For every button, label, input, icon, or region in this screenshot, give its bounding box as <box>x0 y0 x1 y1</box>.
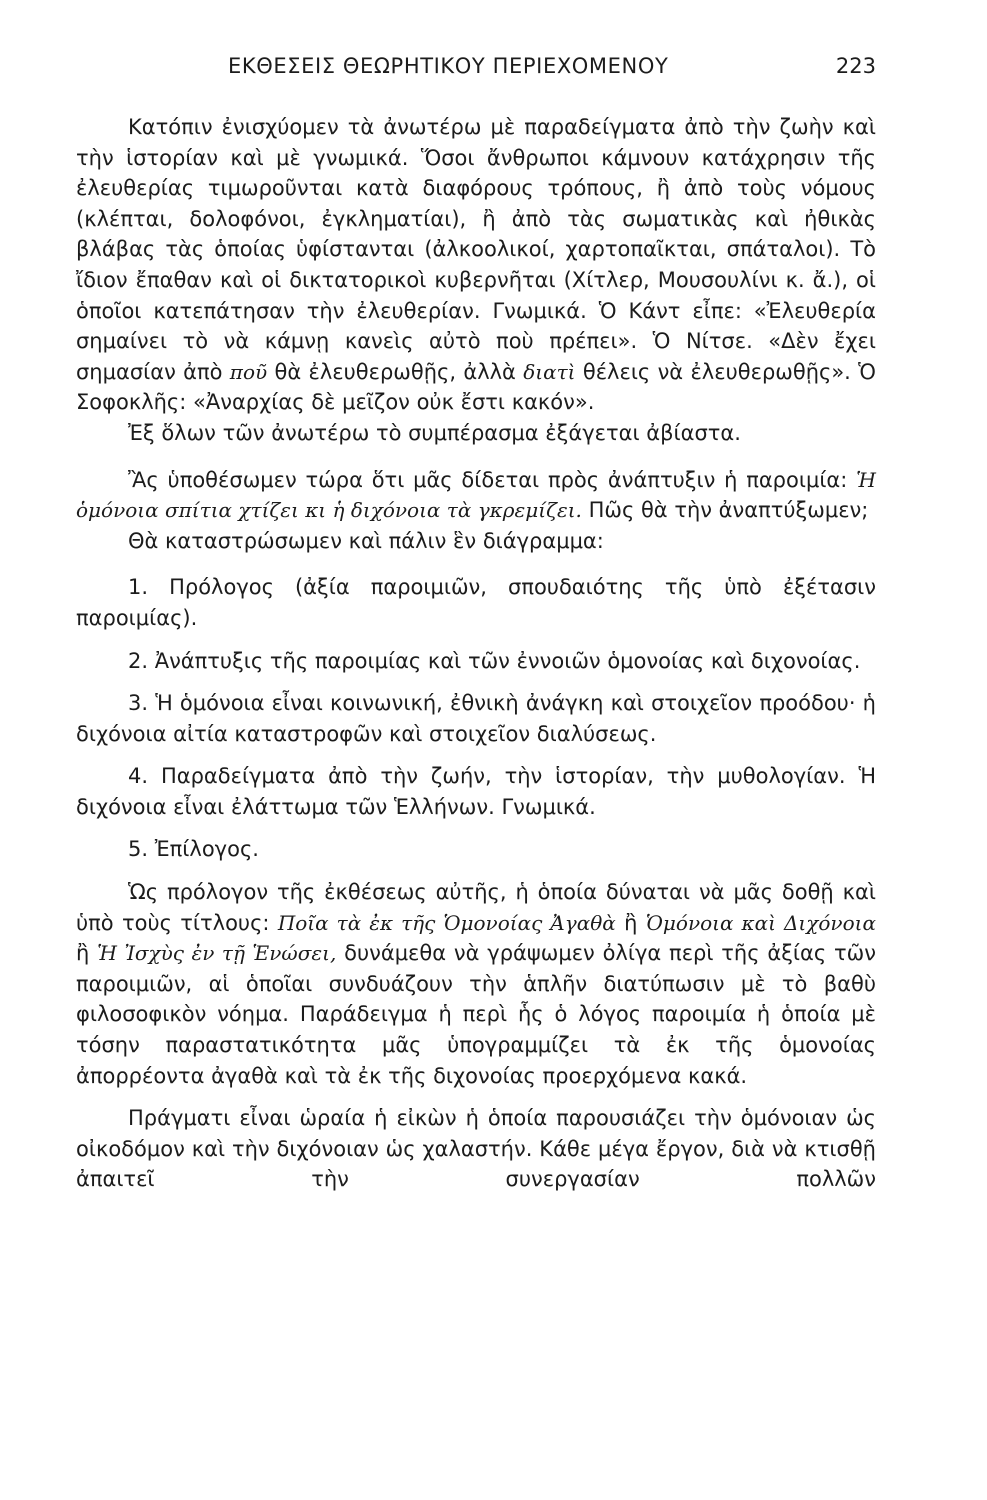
paragraph-examples-end: θέλεις νὰ ἐλευθερωθῇς». Ὁ Σοφοκλῆς: «Ἀναρχίας δὲ μεῖζον οὐκ ἔστι κακόν». <box>76 359 876 415</box>
italic-pou: ποῦ <box>229 359 268 384</box>
or-word-1: ἢ <box>624 910 638 935</box>
paragraph-prologue <box>76 877 876 1091</box>
paragraph-prologue-after: δυνάμεθα νὰ γράψωμεν ὀλίγα περὶ τῆς ἀξίας τῶν παροιμιῶν, αἱ ὁποῖαι συνδυάζουν τὴν ἁπλῆν διατύπωσιν μὲ τὸ βαθὺ φιλοσοφικὸν νόημα. Παράδειγμα ἡ περὶ ἧς ὁ λόγος παροιμία ἡ ὁποία μὲ τόσην παραστατικότητα μᾶς ὑπογραμμίζει τὰ ἐκ τῆς ὁμονοίας ἀπορρέοντα ἀγαθὰ καὶ τὰ ἐκ τῆς διχονοίας προερχόμενα κακά. <box>76 941 876 1088</box>
title-option-2: Ὁμόνοια καὶ Διχόνοια <box>645 910 876 935</box>
page-number: 223 <box>835 54 876 78</box>
outline-item-3: 3. Ἡ ὁμόνοια εἶναι κοινωνική, ἐθνικὴ ἀνάγκη καὶ στοιχεῖον προόδου· ἡ διχόνοια αἰτία καταστροφῶν καὶ στοιχεῖον διαλύσεως. <box>76 691 876 746</box>
running-header <box>76 54 876 86</box>
paragraph-image: Πράγματι εἶναι ὡραία ἡ εἰκὼν ἡ ὁποία παρουσιάζει τὴν ὁμόνοιαν ὡς οἰκοδόμον καὶ τὴν διχόνοιαν ὡς χαλαστήν. Κάθε μέγα ἔργον, διὰ νὰ κτισθῇ ἀπαιτεῖ τὴν συνεργασίαν πολλῶν <box>76 1106 876 1192</box>
outline-item-4: 4. Παραδείγματα ἀπὸ τὴν ζωήν, τὴν ἱστορίαν, τὴν μυθολογίαν. Ἡ διχόνοια εἶναι ἐλάττωμα τῶν Ἑλλήνων. Γνωμικά. <box>76 764 876 819</box>
title-option-1: Ποῖα τὰ ἐκ τῆς Ὁμονοίας Ἀγαθὰ <box>277 910 616 935</box>
paragraph-examples-mid: θὰ ἐλευθερωθῇς, ἀλλὰ <box>274 359 516 384</box>
paragraph-conclusion: Ἐξ ὅλων τῶν ἀνωτέρω τὸ συμπέρασμα ἐξάγεται ἀβίαστα. <box>128 420 741 445</box>
paragraph-prologue-before: Ὡς πρόλογον τῆς ἐκθέσεως αὐτῆς, ἡ ὁποία δύναται νὰ μᾶς δοθῇ καὶ ὑπὸ τοὺς τίτλους: <box>76 880 876 935</box>
outline-item-1: 1. Πρόλογος (ἀξία παροιμιῶν, σπουδαιότης τῆς ὑπὸ ἐξέτασιν παροιμίας). <box>76 575 876 630</box>
paragraph-examples-text: Κατόπιν ἐνισχύομεν τὰ ἀνωτέρω μὲ παραδείγματα ἀπὸ τὴν ζωὴν καὶ τὴν ἱστορίαν καὶ μὲ γνωμικά. Ὅσοι ἄνθρωποι κάμνουν κατάχρησιν τῆς ἐλευθερίας τιμωροῦνται κατὰ διαφόρους τρόπους, ἢ ἀπὸ τοὺς νόμους (κλέπται, δολοφόνοι, ἐγκληματίαι), ἢ ἀπὸ τὰς σωματικὰς καὶ ἠθικὰς βλάβας τὰς ὁποίας ὑφίστανται (ἀλκοολικοί, χαρτοπαῖκται, σπάταλοι). Τὸ ἴδιον ἔπαθαν καὶ οἱ δικτατορικοὶ κυβερνῆται (Χίτλερ, Μουσουλίνι κ. ἄ.), οἱ ὁποῖοι κατεπάτησαν τὴν ἐλευθερίαν. Γνωμικά. Ὁ Κάντ εἶπε: «Ἐλευθερία σημαίνει τὸ νὰ κάμνῃ κανεὶς αὐτὸ ποὺ πρέπει». Ὁ Νίτσε. «Δὲν ἔχει σημασίαν ἀπὸ <box>76 115 876 384</box>
title-option-3: Ἡ Ἰσχὺς ἐν τῇ Ἑνώσει, <box>97 941 337 966</box>
paragraph-proverb-before: Ἂς ὑποθέσωμεν τώρα ὅτι μᾶς δίδεται πρὸς ἀνάπτυξιν ἡ παροιμία: <box>128 467 848 492</box>
outline-item-2: 2. Ἀνάπτυξις τῆς παροιμίας καὶ τῶν ἐννοιῶν ὁμονοίας καὶ διχονοίας. <box>128 648 861 673</box>
paragraph-proverb <box>76 465 876 526</box>
paragraph-examples <box>76 112 876 418</box>
page-body <box>76 112 876 1195</box>
proverb-quote: Ἡ ὁμόνοια σπίτια χτίζει κι ἡ διχόνοια τὰ γκρεμίζει. <box>76 467 876 523</box>
italic-diati: διατὶ <box>523 359 576 384</box>
or-word-2: ἢ <box>76 941 90 966</box>
paragraph-diagram-intro: Θὰ καταστρώσωμεν καὶ πάλιν ἓν διάγραμμα: <box>128 528 604 553</box>
running-title: ΕΚΘΕΣΕΙΣ ΘΕΩΡΗΤΙΚΟΥ ΠΕΡΙΕΧΟΜΕΝΟΥ <box>228 54 669 78</box>
outline-item-5: 5. Ἐπίλογος. <box>128 837 259 862</box>
paragraph-proverb-after: Πῶς θὰ τὴν ἀναπτύξωμεν; <box>588 498 869 523</box>
